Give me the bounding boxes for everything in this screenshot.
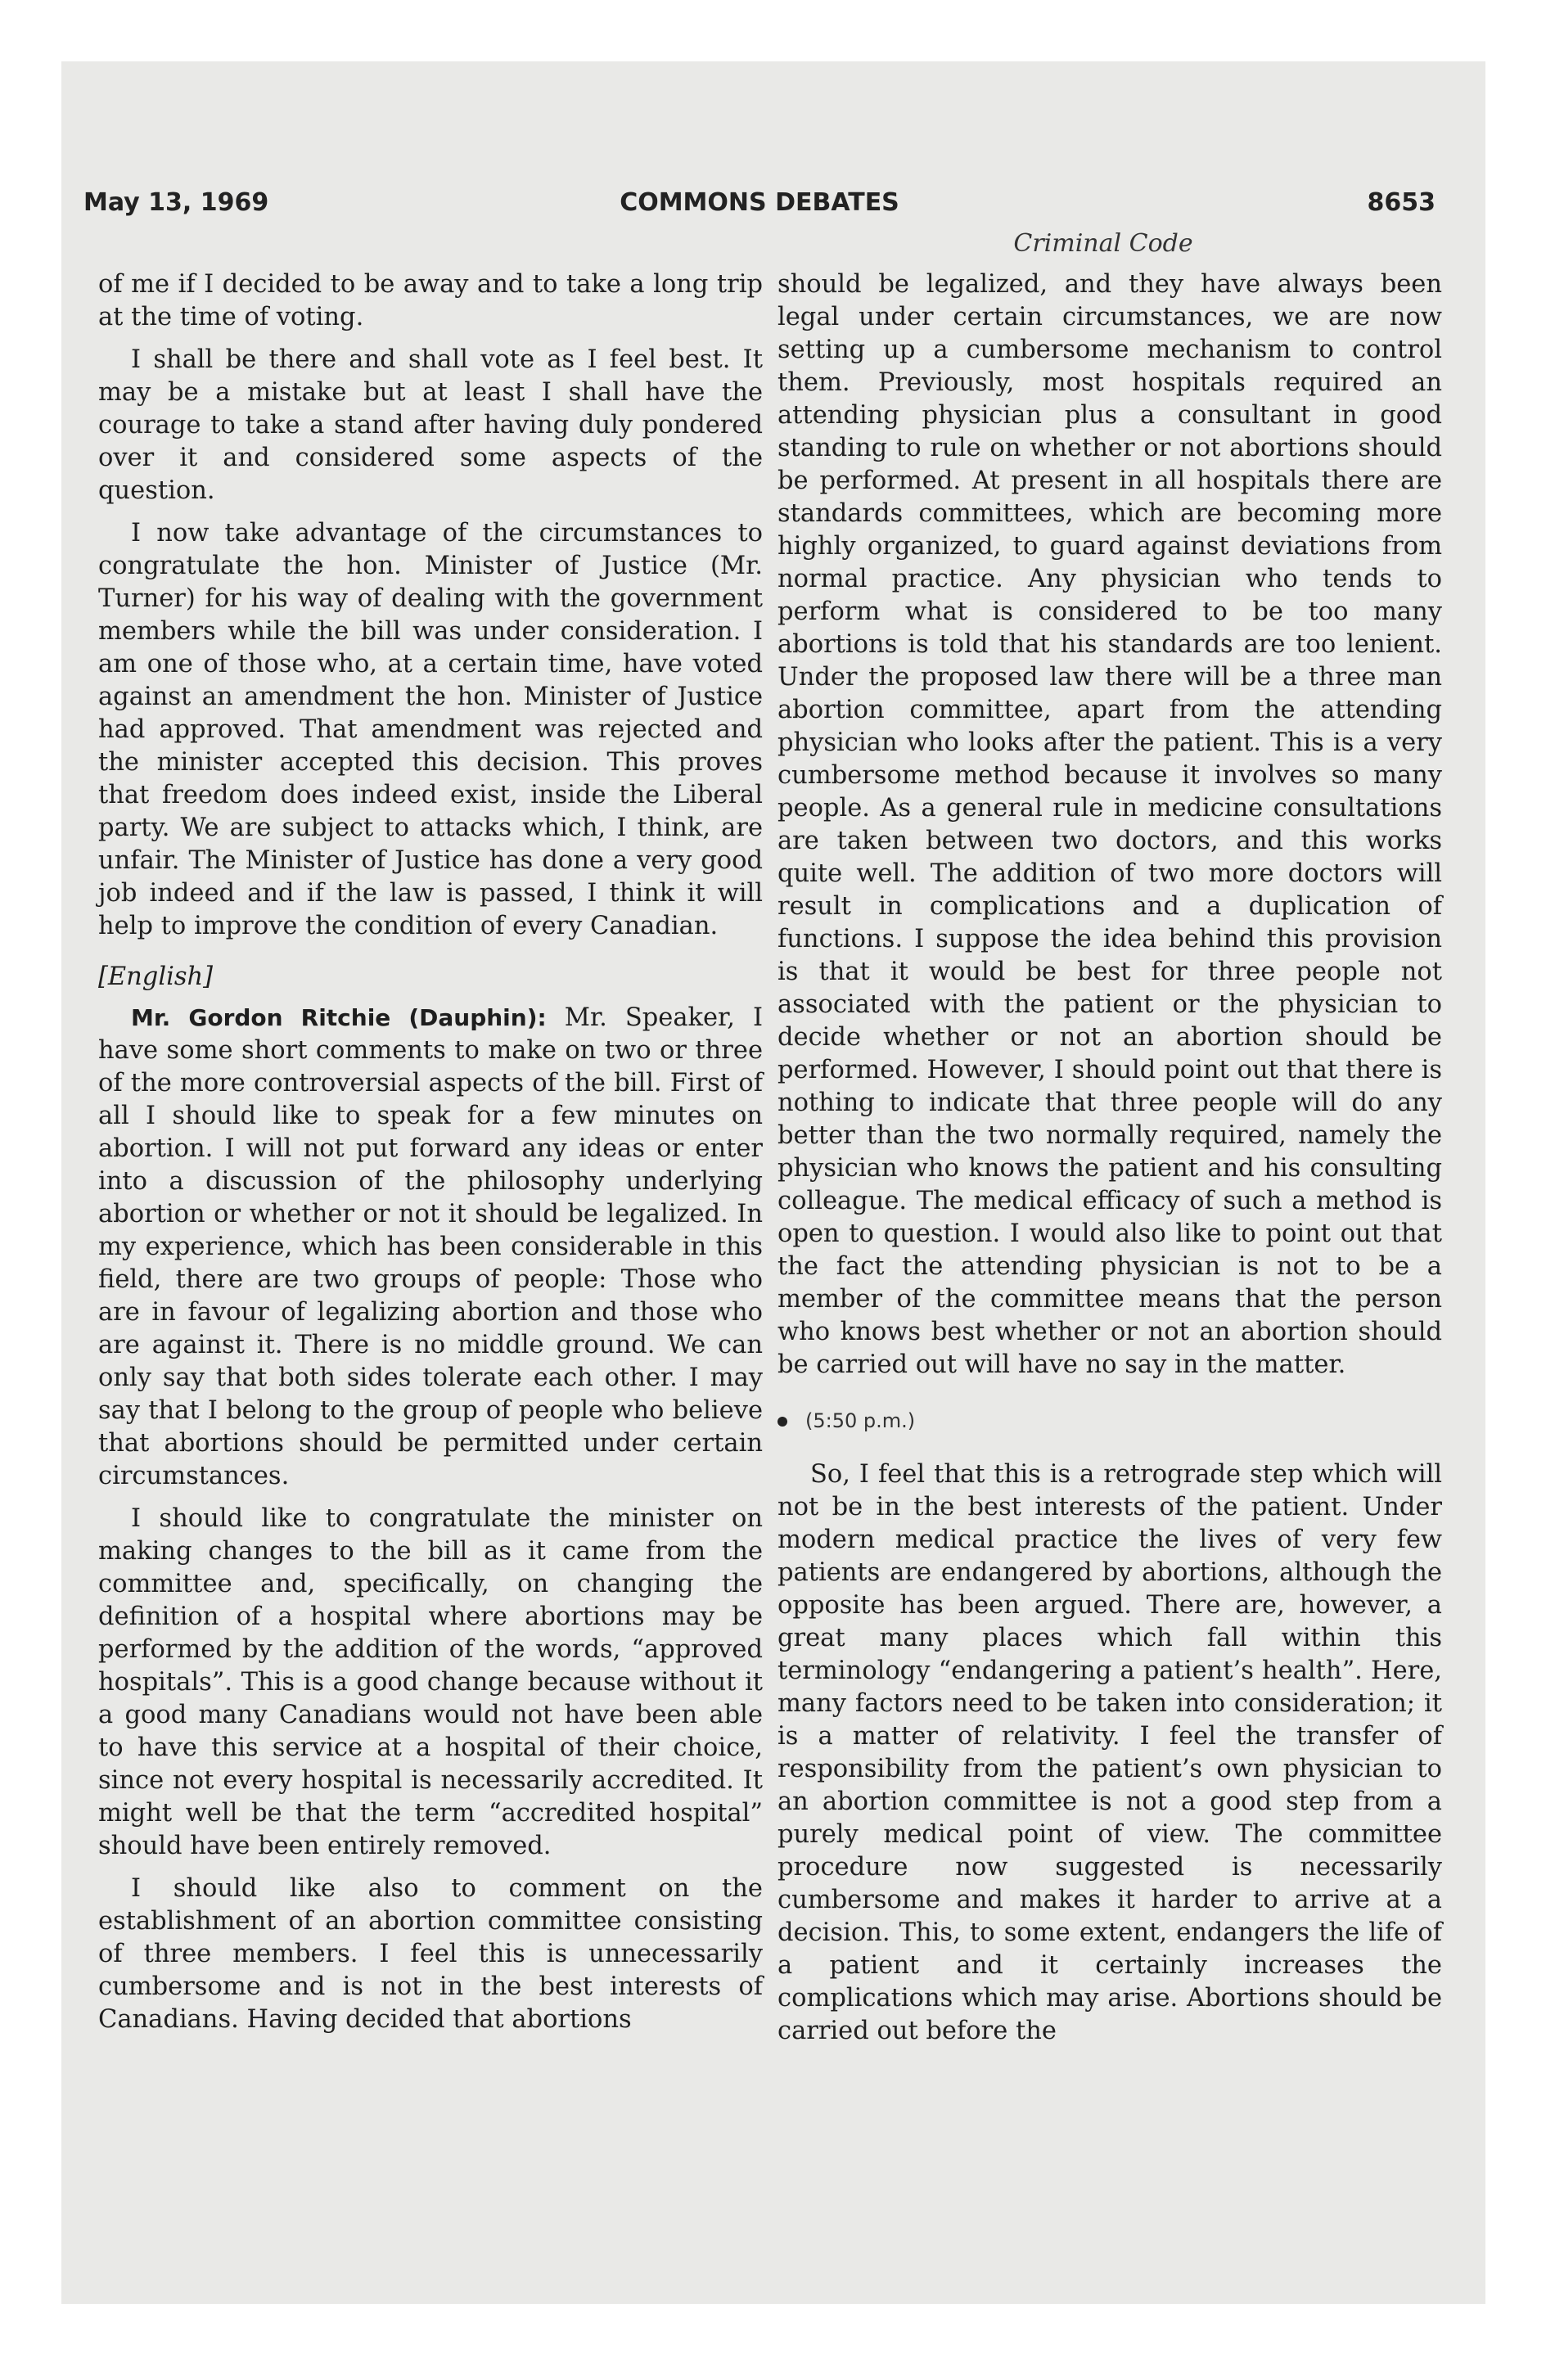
paragraph: I now take advantage of the circumstances to congratulate the hon. Minister of Justice (Mr. Turner) for his way of dealing with the government members while the bill was under consideration. I am one of those who, at a certain time, have voted against an amendment the hon. Minister of Justice had approved. That amendment was rejected and the minister accepted this decision. This proves that freedom does indeed exist, inside the Liberal party. We are subject to attacks which, I think, are unfair. The Minister of Justice has done a very good job indeed and if the law is passed, I think it will help to improve the condition of every Canadian. [98, 519, 763, 940]
section-subtitle: Criminal Code [1013, 229, 1193, 258]
speech-text: Mr. Speaker, I have some short comments to make on two or three of the more controversial aspects of the bill. First of all I should like to speak for a few minutes on abortion. I will not put forward any ideas or enter into a discussion of the philosophy underlying abortion or whether or not it should be legalized. In my experience, which has been considerable in this field, there are two groups of people: Those who are in favour of legalizing abortion and those who are against it. There is no middle ground. We can only say that both sides tolerate each other. I may say that I belong to the group of people who believe that abortions should be permitted under certain circumstances. [98, 1003, 764, 1490]
paragraph: I should like also to comment on the establishment of an abortion committee consisting of three members. I feel this is unnecessarily cumbersome and is not in the best interests of Canadians. Having decided that abortions [98, 1874, 763, 2034]
header-date: May 13, 1969 [83, 188, 269, 217]
paragraph: I should like to congratulate the minister on making changes to the bill as it came from the committee and, specifically, on changing the definition of a hospital where abortions may be performed by the addition of the words, “approved hospitals”. This is a good change because without it a good many Canadians would not have been able to have this service at a hospital of their choice, since not every hospital is necessarily accredited. It might well be that the term “accredited hospital” should have been entirely removed. [98, 1504, 763, 1860]
paragraph: So, I feel that this is a retrograde step which will not be in the best interests of the patient. Under modern medical practice the lives of very few patients are endangered by abortions, although the opposite has been argued. There are, however, a great many places which fall within this terminology “endangering a patient’s health”. Here, many factors need to be taken into consideration; it is a matter of relativity. I feel the transfer of responsibility from the patient’s own physician to an abortion committee is not a good step from a purely medical point of view. The committee procedure now suggested is necessarily cumbersome and makes it harder to arrive at a decision. This, to some extent, endangers the life of a patient and it certainly increases the complications which may arise. Abortions should be carried out before the [778, 1460, 1442, 2045]
language-marker: [English] [98, 962, 214, 991]
speaker-name: Mr. Gordon Ritchie (Dauphin): [131, 1004, 547, 1031]
paragraph: I shall be there and shall vote as I feel best. It may be a mistake but at least I shall have the courage to take a stand after having duly pondered over it and considered some aspects of the question. [98, 345, 763, 505]
bullet-icon [778, 1417, 787, 1427]
page-header [83, 188, 1436, 229]
time-marker [778, 1404, 1442, 1437]
header-page-number: 8653 [1367, 188, 1436, 217]
left-column [98, 268, 763, 2046]
time-marker-text: (5:50 p.m.) [805, 1409, 916, 1432]
header-title: COMMONS DEBATES [620, 188, 899, 217]
paragraph: of me if I decided to be away and to take a long trip at the time of voting. [98, 270, 763, 331]
paragraph: should be legalized, and they have always been legal under certain circumstances, we are now setting up a cumbersome mechanism to control them. Previously, most hospitals required an attending physician plus a consultant in good standing to rule on whether or not abortions should be performed. At present in all hospitals there are standards committees, which are becoming more highly organized, to guard against deviations from normal practice. Any physician who tends to perform what is considered to be too many abortions is told that his standards are too lenient. Under the proposed law there will be a three man abortion committee, apart from the attending physician who looks after the patient. This is a very cumbersome method because it involves so many people. As a general rule in medicine consultations are taken between two doctors, and this works quite well. The addition of two more doctors will result in complications and a duplication of functions. I suppose the idea behind this provision is that it would be best for three people not associated with the patient or the physician to decide whether or not an abortion should be performed. However, I should point out that there is nothing to indicate that three people will do any better than the two normally required, namely the physician who knows the patient and his consulting colleague. The medical efficacy of such a method is open to question. I would also like to point out that the fact the attending physician is not to be a member of the committee means that the person who knows best whether or not an abortion should be carried out will have no say in the matter. [778, 270, 1442, 1379]
right-column [778, 268, 1442, 2058]
speech-paragraph [98, 1002, 763, 1493]
